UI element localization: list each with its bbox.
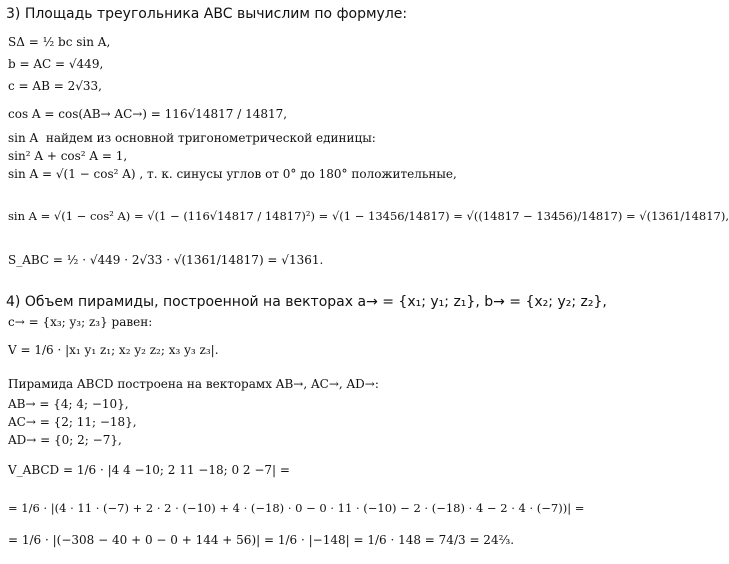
part4-line-7: V_ABCD = 1/6 · |4 4 −10; 2 11 −18; 0 2 −7| = [8,463,290,477]
part3-line-9: S_ABC = ½ · √449 · 2√33 · √(1361/14817) = √1361. [8,253,324,267]
part4-line-4: AB→ = {4; 4; −10}, [8,397,129,411]
part4-line-2: V = 1/6 · |x₁ y₁ z₁; x₂ y₂ z₂; x₃ y₃ z₃|. [8,343,219,357]
part4-line-5: AC→ = {2; 11; −18}, [8,415,137,429]
part3-line-3: c = AB = 2√33, [8,79,102,93]
part3-line-6: sin² A + cos² A = 1, [8,149,128,163]
part3-line-5: sin A найдем из основной тригонометрической единицы: [8,131,376,145]
part3-line-8: sin A = √(1 − cos² A) = √(1 − (116√14817 / 14817)²) = √(1 − 13456/14817) = √((14817 − 13456)/14817) = √(1361/14817), [8,209,729,223]
part3-line-2: b = AC = √449, [8,57,104,71]
part3-line-1: SΔ = ½ bc sin A, [8,35,111,49]
part4-line-6: AD→ = {0; 2; −7}, [8,433,122,447]
part4-line-1: c→ = {x₃; y₃; z₃} равен: [8,315,153,329]
part4-line-8: = 1/6 · |(4 · 11 · (−7) + 2 · 2 · (−10) + 4 · (−18) · 0 − 0 · 11 · (−10) − 2 · (−18) · 4 − 2 · 4 · (−7))| = [8,501,585,515]
part3-line-7: sin A = √(1 − cos² A) , т. к. синусы углов от 0° до 180° положительные, [8,167,457,181]
part4-line-3: Пирамида ABCD построена на векторамх AB→, AC→, AD→: [8,377,379,391]
part3-line-4: cos A = cos(AB→ AC→) = 116√14817 / 14817, [8,107,288,121]
part3-heading: 3) Площадь треугольника ABC вычислим по формуле: [6,6,408,22]
part4-line-9: = 1/6 · |(−308 − 40 + 0 − 0 + 144 + 56)| = 1/6 · |−148| = 1/6 · 148 = 74/3 = 24⅔. [8,533,515,547]
part4-heading: 4) Объем пирамиды, построенной на векторах a→ = {x₁; y₁; z₁}, b→ = {x₂; y₂; z₂}, [6,294,607,310]
